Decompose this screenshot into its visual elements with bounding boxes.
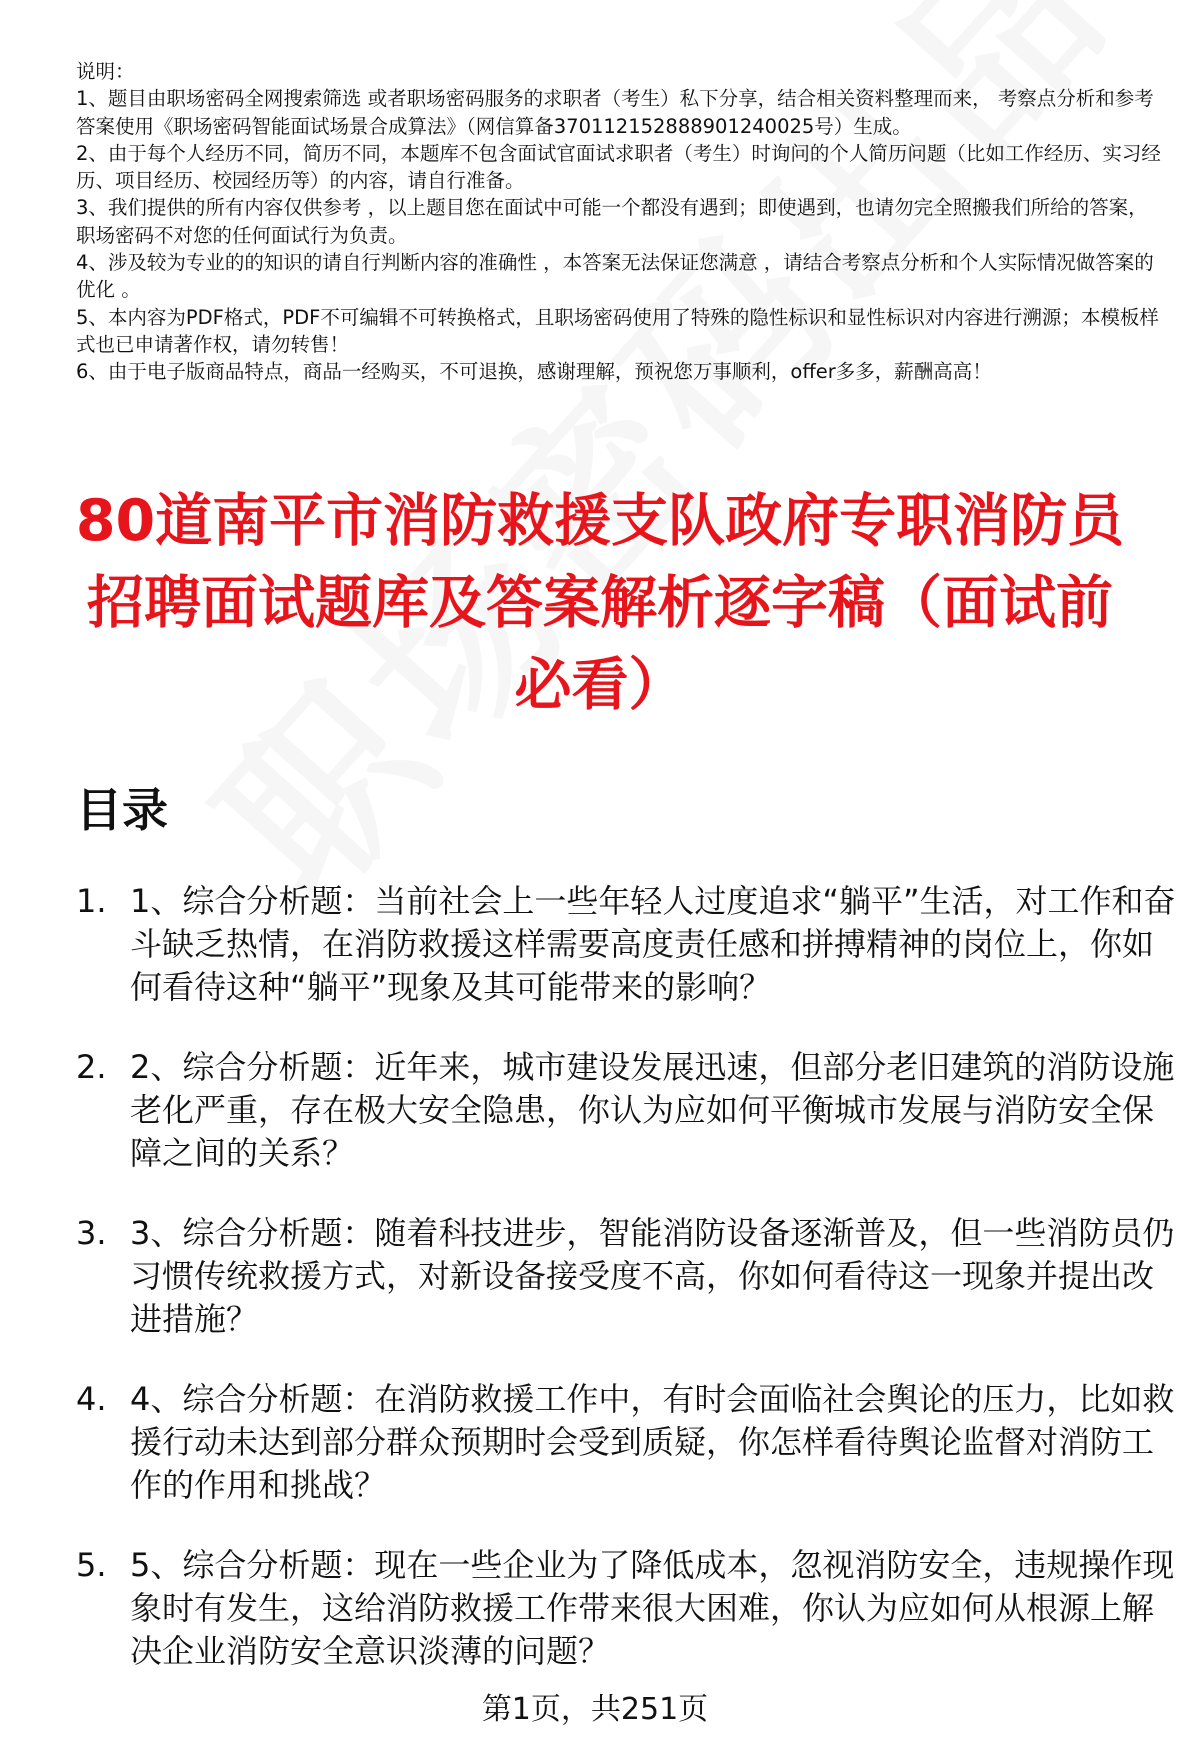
toc-item-number: 1. [76,882,107,920]
toc-item[interactable] [76,1212,1176,1341]
notice-item-4: 4、涉及较为专业的的知识的请自行判断内容的准确性 ，本答案无法保证您满意 ，请结合考察点分析和个人实际情况做答案的优化 。 [76,251,1154,302]
notice-section [76,58,1166,386]
notice-item-2: 2、由于每个人经历不同，简历不同，本题库不包含面试官面试求职者（考生）时询问的个人简历问题（比如工作经历、实习经历、项目经历、校园经历等）的内容，请自行准备。 [76,141,1161,193]
toc-item-number: 3. [76,1214,107,1252]
toc-item-number: 2. [76,1048,107,1086]
document-title: 80道南平市消防救援支队政府专职消防员招聘面试题库及答案解析逐字稿（面试前必看） [75,488,1125,718]
toc-item-text: 2、综合分析题：近年来，城市建设发展迅速，但部分老旧建筑的消防设施老化严重，存在极大安全隐患，你认为应如何平衡城市发展与消防安全保障之间的关系？ [130,1048,1175,1172]
toc-item-text: 1、综合分析题：当前社会上一些年轻人过度追求“躺平”生活，对工作和奋斗缺乏热情，在消防救援这样需要高度责任感和拼搏精神的岗位上，你如何看待这种“躺平”现象及其可能带来的影响？ [130,882,1176,1006]
toc-heading: 目录 [76,783,168,837]
toc-item[interactable] [76,1378,1176,1507]
toc-item[interactable] [76,1544,1176,1673]
notice-item-6: 6、由于电子版商品特点，商品一经购买，不可退换，感谢理解，预祝您万事顺利，offer多多，薪酬高高！ [76,360,992,384]
toc-item-text: 3、综合分析题：随着科技进步，智能消防设备逐渐普及，但一些消防员仍习惯传统救援方式，对新设备接受度不高，你如何看待这一现象并提出改进措施？ [130,1214,1175,1338]
notice-item-5: 5、本内容为PDF格式，PDF不可编辑不可转换格式，且职场密码使用了特殊的隐性标识和显性标识对内容进行溯源；本模板样式也已申请著作权，请勿转售！ [76,305,1159,356]
toc-item-number: 4. [76,1380,107,1418]
toc-item-text: 4、综合分析题：在消防救援工作中，有时会面临社会舆论的压力，比如救援行动未达到部分群众预期时会受到质疑，你怎样看待舆论监督对消防工作的作用和挑战？ [130,1380,1175,1504]
toc-item[interactable] [76,1046,1176,1175]
toc-item-text: 5、综合分析题：现在一些企业为了降低成本，忽视消防安全，违规操作现象时有发生，这给消防救援工作带来很大困难，你认为应如何从根源上解决企业消防安全意识淡薄的问题？ [130,1546,1175,1670]
page-footer: 第1页，共251页 [481,1692,709,1727]
toc-list [76,880,1176,1710]
notice-item-3: 3、我们提供的所有内容仅供参考 ，以上题目您在面试中可能一个都没有遇到；即使遇到，也请勿完全照搬我们所给的答案，职场密码不对您的任何面试行为负责。 [76,196,1148,247]
notice-item-1: 1、题目由职场密码全网搜索筛选 或者职场密码服务的求职者（考生）私下分享，结合相关资料整理而来， 考察点分析和参考答案使用《职场密码智能面试场景合成算法》（网信算备370112152888901240025号）生成。 [76,87,1154,138]
toc-item[interactable] [76,880,1176,1009]
toc-item-number: 5. [76,1546,107,1584]
notice-heading: 说明： [76,60,135,83]
